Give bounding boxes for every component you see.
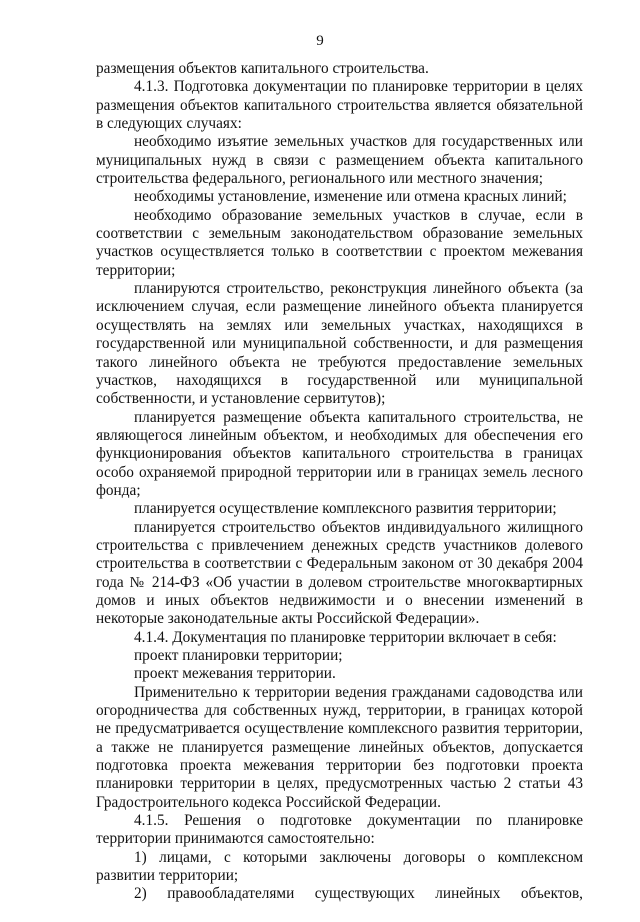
page-number: 9 [316, 33, 324, 49]
paragraph-section-4-1-3: 4.1.3. Подготовка документации по планировке территории в целях размещения объектов капитального строительства является обязательной в следующих случаях: [96, 78, 583, 133]
list-item-protected-territory: планируется размещение объекта капитального строительства, не являющегося линейным объектом, и необходимых для обеспечения его функционирования объектов капитального строительства в границах особо охраняемой природной территории или в границах земель лесного фонда; [96, 408, 583, 499]
list-item-individual-housing: планируется строительство объектов индивидуального жилищного строительства с привлечением денежных средств участников долевого строительства в соответствии с Федеральным законом от 30 декабря 2004 года № 214-ФЗ «Об участии в долевом строительстве многоквартирных домов и иных объектов недвижимости и о внесении изменений в некоторые законодательные акты Российской Федерации». [96, 518, 583, 628]
paragraph-section-4-1-5: 4.1.5. Решения о подготовке документации по планировке территории принимаются самостоятельно: [96, 812, 583, 848]
paragraph-continuation: размещения объектов капитального строительства. [96, 60, 429, 77]
list-item-complex-development: планируется осуществление комплексного развития территории; [134, 500, 557, 518]
list-item-linear-object: планируются строительство, реконструкция линейного объекта (за исключением случая, если размещение линейного объекта планируется осуществлять на землях или земельных участках, находящихся в государственной или муниципальной собственности, и для размещения такого линейного объекта не требуются предоставление земельных участков, находящихся в государственной или муниципальной собственности, и установление сервитутов); [96, 280, 583, 408]
paragraph-section-4-1-4: 4.1.4. Документация по планировке территории включает в себя: [134, 628, 557, 646]
list-item-land-seizure: необходимо изъятие земельных участков для государственных или муниципальных нужд в связи с размещением объекта капитального строительства федерального, регионального или местного значения; [96, 133, 583, 188]
list-item-1: 1) лицами, с которыми заключены договоры о комплексном развитии территории; [96, 848, 583, 885]
paragraph-gardening-territory: Применительно к территории ведения гражданами садоводства или огородничества для собственных нужд, территории, в границах которой не предусматривается осуществление комплексного развития территории, а также не планируется размещение линейных объектов, допускается подготовка проекта межевания территории без подготовки проекта планировки территории в целях, предусмотренных частью 2 статьи 43 Градостроительного кодекса Российской Федерации. [96, 683, 583, 811]
list-item-planning-project: проект планировки территории; [134, 647, 343, 664]
document-body [96, 60, 583, 922]
list-item-surveying-project: проект межевания территории. [134, 665, 336, 683]
list-item-red-lines: необходимы установление, изменение или отмена красных линий; [134, 188, 567, 206]
list-item-land-formation: необходимо образование земельных участков в случае, если в соответствии с земельным законодательством образование земельных участков осуществляется только в соответствии с проектом межевания территории; [96, 206, 583, 279]
list-item-2: 2) правообладателями существующих линейных объектов, [134, 885, 583, 903]
